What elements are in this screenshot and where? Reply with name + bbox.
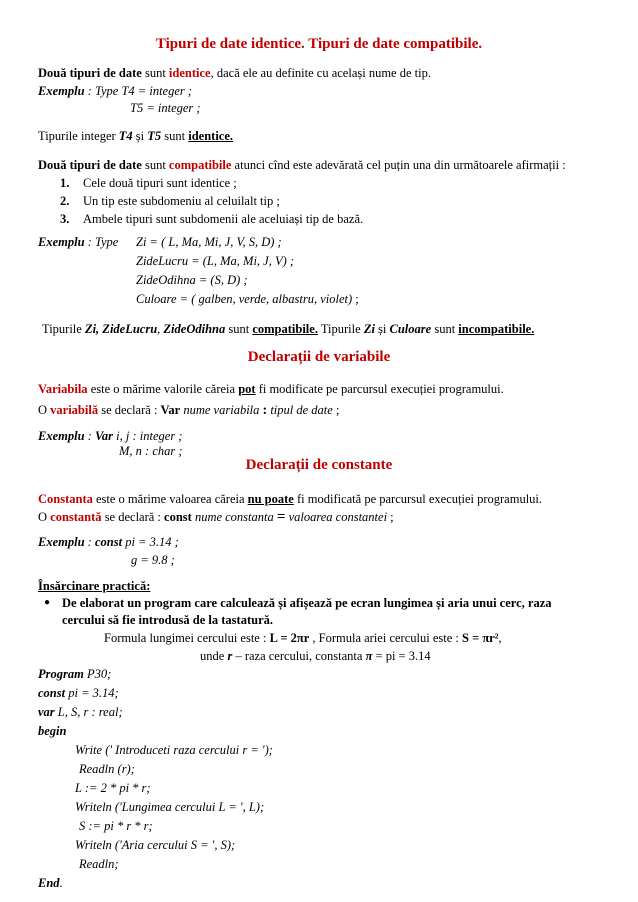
identical-conclusion — [38, 129, 233, 144]
text: este o mărime valorile căreia — [87, 382, 239, 396]
text: fi modificate pe parcursul execuției programului. — [255, 382, 504, 396]
text: ; — [352, 292, 359, 306]
code: pi = 3.14 ; — [122, 535, 179, 549]
keyword: Var — [160, 403, 181, 417]
variable-syntax — [38, 403, 339, 418]
compatible-example-3: ZideOdihna = (S, D) ; — [136, 273, 248, 287]
compatible-definition — [38, 158, 566, 173]
program-line — [38, 705, 123, 720]
item-text: Ambele tipuri sunt subdomenii ale aceluiași tip de bază. — [83, 212, 364, 226]
constant-definition — [38, 492, 542, 507]
section-heading-variables: Declarații de variabile — [247, 349, 391, 365]
program-line: Readln; — [79, 857, 119, 871]
text: nume variabila — [180, 403, 263, 417]
task-text-1: De elaborat un program care calculează și afișează pe ecran lungimea și aria unui cerc, raza — [62, 596, 552, 610]
keyword: compatibile. — [252, 322, 318, 336]
text: valoarea constantei — [285, 510, 388, 524]
constant-syntax — [38, 510, 394, 525]
example-label: Exemplu — [38, 429, 85, 443]
list-item — [60, 176, 237, 191]
example-label: Exemplu — [38, 235, 85, 249]
text: unde — [200, 649, 228, 663]
text: , — [157, 322, 164, 336]
identical-example-1 — [38, 84, 192, 99]
variable-example-1 — [38, 429, 182, 444]
text: Tipurile integer — [38, 129, 119, 143]
program-line — [38, 667, 111, 682]
text: și — [374, 322, 390, 336]
keyword-compatibile: compatibile — [168, 158, 232, 172]
identical-definition — [38, 66, 431, 81]
bullet-icon: ● — [44, 597, 51, 608]
keyword: const — [38, 686, 66, 700]
compatible-example-1 — [38, 235, 118, 250]
task-heading: Însărcinare practică: — [38, 579, 151, 593]
term: Două tipuri de date — [38, 158, 142, 172]
variable-definition — [38, 382, 504, 397]
keyword: Program — [38, 667, 84, 681]
item-text: Un tip este subdomeniu al celuilalt tip ; — [83, 194, 280, 208]
text: : — [84, 535, 95, 549]
symbol: r — [227, 649, 233, 663]
type-name: Zi — [363, 322, 375, 336]
compatible-conclusion — [42, 322, 534, 337]
text: sunt — [225, 322, 253, 336]
keyword-constanta: Constanta — [38, 492, 93, 506]
formula: S = πr² — [462, 631, 499, 645]
keyword: Var — [94, 429, 114, 443]
text: Formula lungimei cercului este : — [104, 631, 270, 645]
type-name: Zi, ZideLucru — [84, 322, 158, 336]
identical-example-2: T5 = integer ; — [130, 101, 201, 115]
type-name: T5 — [147, 129, 162, 143]
program-line: begin — [38, 724, 67, 738]
symbol: : — [262, 403, 268, 418]
code: Culoare = ( galben, verde, albastru, violet) — [136, 292, 353, 306]
example-label: Exemplu — [38, 84, 85, 98]
type-name: T4 — [118, 129, 133, 143]
code: i, j : integer ; — [113, 429, 183, 443]
text: sunt — [141, 158, 169, 172]
compatible-example-2: ZideLucru = (L, Ma, Mi, J, V) ; — [136, 254, 295, 268]
keyword: var — [38, 705, 55, 719]
constant-example-2: g = 9.8 ; — [131, 553, 175, 567]
text: – raza cercului, constanta — [232, 649, 366, 663]
keyword: pot — [238, 382, 256, 396]
text: : — [84, 429, 95, 443]
task-formulas — [104, 631, 502, 646]
text: ; — [387, 510, 394, 524]
text: și — [132, 129, 148, 143]
variable-example-2: M, n : char ; — [119, 444, 183, 458]
text: se declară : — [98, 403, 161, 417]
example-label: Exemplu — [38, 535, 85, 549]
text: Tipurile — [42, 322, 85, 336]
text: , Formula ariei cercului este : — [309, 631, 462, 645]
text: sunt — [141, 66, 169, 80]
text: O — [38, 510, 51, 524]
text: se declară : — [101, 510, 165, 524]
text: ; — [332, 403, 340, 417]
keyword-variabila: Variabila — [38, 382, 88, 396]
section-heading-constants: Declarații de constante — [245, 457, 393, 473]
list-item — [60, 212, 364, 227]
text: = pi = 3.14 — [372, 649, 431, 663]
type-name: ZideOdihna — [163, 322, 226, 336]
text: : — [84, 235, 95, 249]
keyword: variabilă — [50, 403, 99, 417]
item-number: 3. — [60, 212, 70, 226]
task-where — [200, 649, 431, 664]
item-number: 1. — [60, 176, 70, 190]
list-item — [60, 194, 280, 209]
formula: L = 2πr — [269, 631, 310, 645]
text: nume constanta — [191, 510, 277, 524]
symbol: = — [276, 509, 286, 525]
symbol: π — [365, 649, 373, 663]
task-text-2: cercului să fie introdusă de la tastatură. — [62, 613, 273, 627]
item-number: 2. — [60, 194, 70, 208]
constant-example-1 — [38, 535, 179, 550]
item-text: Cele două tipuri sunt identice ; — [83, 176, 237, 190]
code: pi = 3.14; — [65, 686, 119, 700]
text: este o mărime valoarea căreia — [92, 492, 248, 506]
keyword: const — [164, 510, 192, 524]
text: atunci cînd este adevărată cel puțin una din următoarele afirmații : — [231, 158, 566, 172]
program-line: S := pi * r * r; — [79, 819, 153, 833]
code: P30; — [83, 667, 112, 681]
text: . — [59, 876, 63, 890]
program-line: L := 2 * pi * r; — [75, 781, 151, 795]
keyword-identice: identice — [168, 66, 211, 80]
text: fi modificată pe parcursul execuției programului. — [293, 492, 543, 506]
keyword: constantă — [50, 510, 102, 524]
text: : — [84, 84, 95, 98]
keyword: nu poate — [247, 492, 294, 506]
compatible-example-4 — [136, 292, 359, 307]
text: sunt — [161, 129, 189, 143]
program-line — [38, 876, 63, 891]
text: O — [38, 403, 51, 417]
text: , dacă ele au definite cu același nume de tip. — [210, 66, 431, 80]
keyword: incompatibile. — [458, 322, 535, 336]
program-line: Writeln ('Aria cercului S = ', S); — [75, 838, 236, 852]
text: , — [498, 631, 502, 645]
text: tipul de date — [267, 403, 333, 417]
text: Tipurile — [317, 322, 364, 336]
type-name: Culoare — [389, 322, 432, 336]
page-title: Tipuri de date identice. Tipuri de date compatibile. — [155, 36, 483, 52]
keyword: End — [38, 876, 60, 890]
program-line: Writeln ('Lungimea cercului L = ', L); — [75, 800, 265, 814]
code: L, S, r : real; — [54, 705, 123, 719]
term: Două tipuri de date — [38, 66, 142, 80]
program-line — [38, 686, 119, 701]
text: sunt — [431, 322, 459, 336]
code: Type — [94, 235, 119, 249]
compatible-example-zi: Zi = ( L, Ma, Mi, J, V, S, D) ; — [136, 235, 282, 249]
code: Type T4 = integer ; — [94, 84, 193, 98]
keyword: const — [94, 535, 123, 549]
program-line: Write (' Introduceti raza cercului r = '); — [75, 743, 273, 757]
program-line: Readln (r); — [79, 762, 135, 776]
keyword: identice. — [188, 129, 234, 143]
